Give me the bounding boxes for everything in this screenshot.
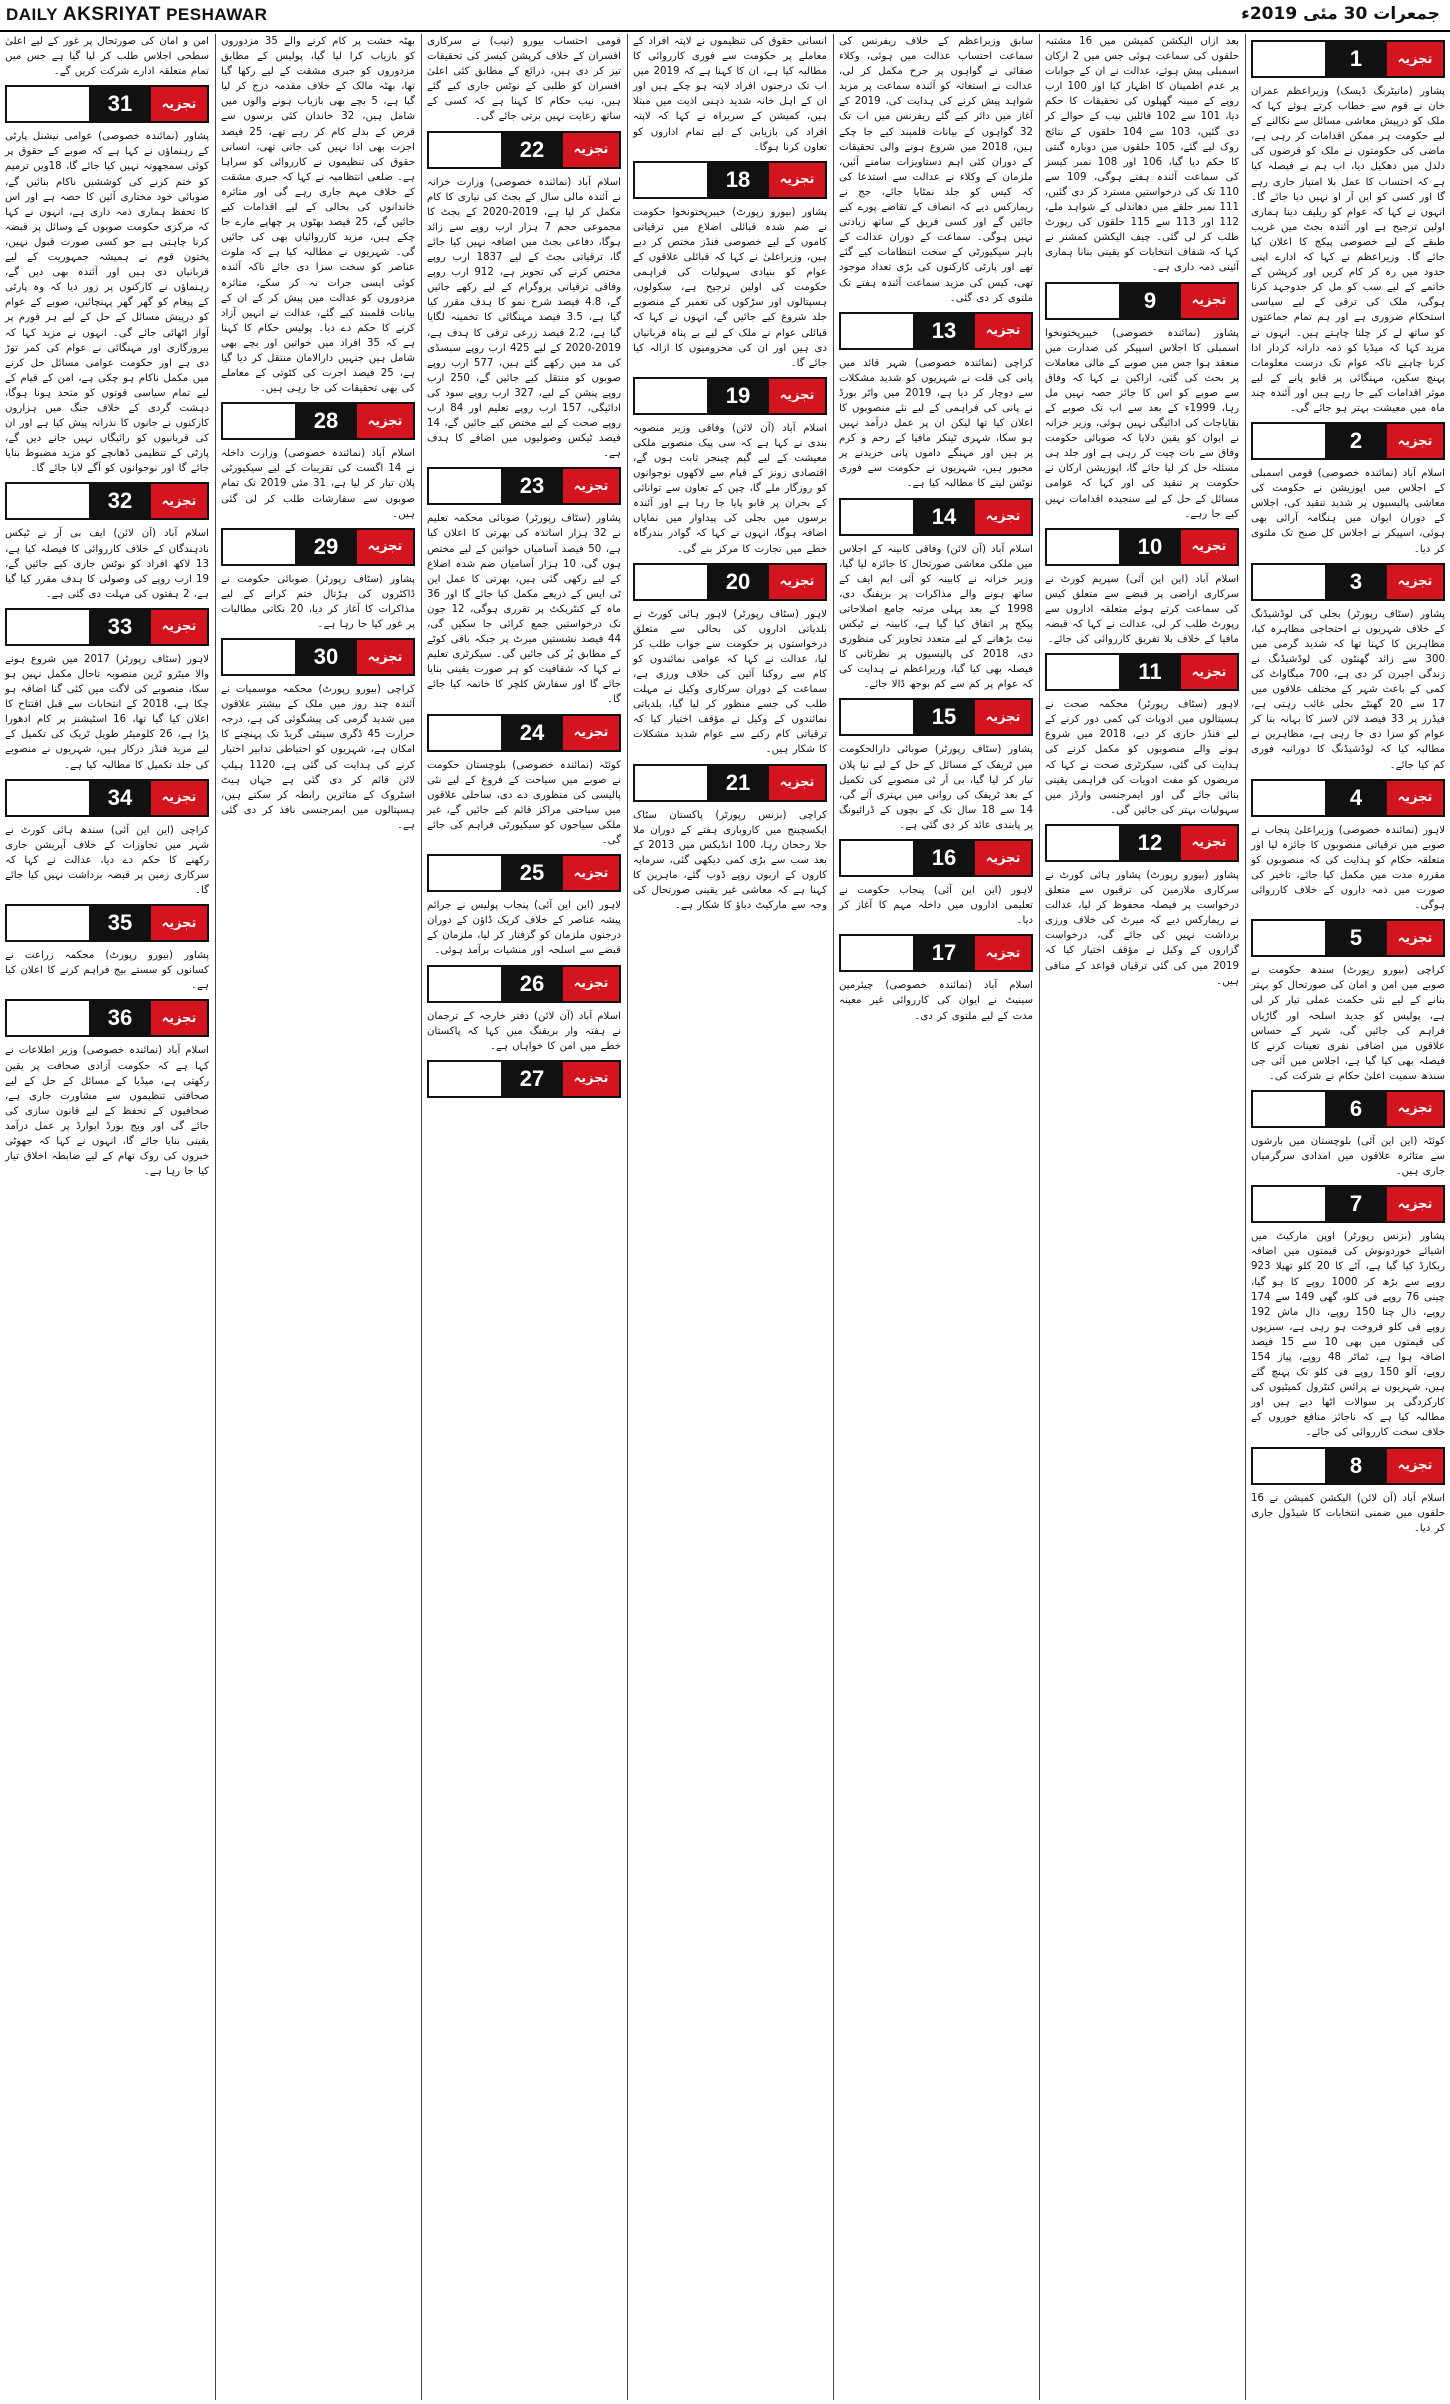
story-badge: [1251, 1185, 1445, 1223]
story-number: 15: [913, 700, 975, 734]
badge-spacer: [429, 856, 501, 890]
story-text: پشاور (سٹاف رپورٹر) صوبائی دارالحکومت میں ٹریفک کے مسائل کے حل کے لیے نیا پلان تیار کر لیا گیا، بی آر ٹی منصوبے کی تکمیل کے بعد ٹریفک کی روانی میں بہتری آئے گی، 14 سے 18 سال تک کے بچوں کے ڈرائیونگ پر پابندی عائد کر دی گئی ہے۔: [839, 744, 1033, 831]
badge-spacer: [223, 404, 295, 438]
story-badge: [5, 608, 209, 646]
badge-spacer: [7, 87, 89, 121]
story-number: 23: [501, 469, 563, 503]
story-text: لاہور (این این آئی) پنجاب حکومت نے تعلیمی اداروں میں داخلہ مہم کا آغاز کر دیا۔: [839, 885, 1033, 927]
story-text: بعد ازاں الیکشن کمیشن میں 16 مشتبہ حلقوں کی سماعت ہوئی جس میں 2 ارکان اسمبلی پیش ہوئے، عدالت نے ان کے جوابات پر عدم اطمینان کا اظہار کیا اور 100 ارب روپے کے مبینہ گھپلوں کی تحقیقات کا حکم دیا، 101 سے 102 فائلیں نیب کے حوالے کر دی گئیں، 103 سے 104 حلقوں کے نتائج روک لیے گئے، 105 حلقوں میں دوبارہ گنتی کا حکم دیا گیا، 106 اور 108 نمبر کیسز کی سماعت آئندہ ہفتے ہوگی، 109 سے 110 تک کی درخواستیں مسترد کر دی گئیں، 111 نمبر حلقے میں دھاندلی کے شواہد ملے، 112 اور 113 سے 115 حلقوں کی رپورٹ طلب کر لی گئی۔ چیف الیکشن کمشنر نے کہا کہ شفاف انتخابات کو یقینی بنانا ہماری آئینی ذمہ داری ہے۔: [1045, 36, 1240, 274]
story-label: تجزیہ: [151, 610, 207, 644]
story-number: 5: [1325, 921, 1387, 955]
story-label: تجزیہ: [151, 1001, 207, 1035]
story-text: انسانی حقوق کی تنظیموں نے لاپتہ افراد کے معاملے پر حکومت سے فوری کارروائی کا مطالبہ کیا ہے، ان کا کہنا ہے کہ 2019 میں اب تک درجنوں افراد لاپتہ ہو چکے ہیں اور ان کے اہل خانہ شدید ذہنی اذیت میں مبتلا ہیں، کمیشن کے سربراہ نے کہا کہ لاپتہ افراد کی بازیابی کے لیے تمام اداروں کو تعاون کرنا ہوگا۔: [633, 36, 827, 153]
badge-spacer: [1253, 424, 1325, 458]
story-text: پشاور (سٹاف رپورٹر) صوبائی محکمہ تعلیم نے 32 ہزار اساتذہ کی بھرتی کا اعلان کیا ہے، 50 فیصد آسامیاں خواتین کے لیے مختص ہوں گی، 10 ہزار آسامیاں ضم شدہ اضلاع کے لیے رکھی گئی ہیں، بھرتی کا عمل این ٹی ایس کے ذریعے مکمل کیا جائے گا اور 36 ماہ کے کنٹریکٹ پر تقرری ہوگی، 12 جون تک درخواستیں جمع کرائی جا سکیں گی، 44 فیصد نشستیں میرٹ پر جبکہ باقی کوٹے کے مطابق پُر کی جائیں گی۔ سیکرٹری تعلیم نے کہا کہ شفافیت کو ہر صورت یقینی بنایا جائے گا اور سفارش کلچر کا خاتمہ کیا جائے گا۔: [427, 513, 622, 706]
story-text: کراچی (نمائندہ خصوصی) شہر قائد میں پانی کی قلت نے شہریوں کو شدید مشکلات سے دوچار کر دیا ہے، 2019 میں واٹر بورڈ نے پانی کی فراہمی کے لیے نئے منصوبوں کا اعلان کیا تھا لیکن ان پر عمل درآمد نہیں ہو سکا، شہری ٹینکر مافیا کے رحم و کرم پر ہیں اور مہنگے داموں پانی خریدنے پر مجبور ہیں، شہریوں نے حکومت سے فوری نوٹس لینے کا مطالبہ کیا ہے۔: [839, 357, 1034, 490]
story-label: تجزیہ: [151, 87, 207, 121]
story-text: کوئٹہ (این این آئی) بلوچستان میں بارشوں سے متاثرہ علاقوں میں امدادی سرگرمیاں جاری ہیں۔: [1251, 1135, 1445, 1178]
story-text: اسلام آباد (آن لائن) وفاقی کابینہ کے اجلاس میں ملکی معاشی صورتحال کا جائزہ لیا گیا، وزیر خزانہ نے کابینہ کو آئی ایم ایف کے ساتھ ہونے والے مذاکرات پر بریفنگ دی، 1998 کے بعد پہلی مرتبہ جامع اصلاحاتی پیکج پر اتفاق کیا گیا ہے، کابینہ نے ٹیکس نیٹ بڑھانے کے لیے متعدد تجاویز کی منظوری دی، 2018 کی پالیسیوں پر نظرثانی کا فیصلہ بھی کیا گیا، وزیراعظم نے ہدایت کی کہ عوام پر کم سے کم بوجھ ڈالا جائے۔: [839, 543, 1033, 691]
story-label: تجزیہ: [769, 379, 825, 413]
story-badge: [427, 467, 621, 505]
badge-spacer: [1047, 826, 1119, 860]
story-number: 36: [89, 1001, 151, 1035]
badge-spacer: [7, 484, 89, 518]
story-number: 7: [1325, 1187, 1387, 1221]
story-text: پشاور (سٹاف رپورٹر) صوبائی حکومت نے ڈاکٹروں کی ہڑتال ختم کرانے کے لیے مذاکرات کا آغاز کر دیا، 20 نکاتی مطالبات پر غور کیا جا رہا ہے۔: [221, 573, 415, 630]
story-number: 16: [913, 841, 975, 875]
story-label: تجزیہ: [975, 314, 1031, 348]
story-number: 1: [1325, 42, 1387, 76]
story-badge: [1251, 563, 1445, 601]
story-text: اسلام آباد (نمائندہ خصوصی) قومی اسمبلی کے اجلاس میں اپوزیشن نے حکومت کی معاشی پالیسیوں پر شدید تنقید کی، اجلاس کے دوران ایوان میں ہنگامہ آرائی بھی ہوئی، اسپیکر نے اجلاس کل صبح تک ملتوی کر دیا۔: [1251, 468, 1445, 555]
story-label: تجزیہ: [357, 404, 413, 438]
story-label: تجزیہ: [563, 1062, 619, 1096]
story-text: اسلام آباد (آن لائن) الیکشن کمیشن نے 16 حلقوں میں ضمنی انتخابات کا شیڈول جاری کر دیا۔: [1251, 1492, 1445, 1534]
story-badge: [1045, 282, 1239, 320]
story-badge: [839, 498, 1033, 536]
story-text: اسلام آباد (آن لائن) وفاقی وزیر منصوبہ بندی نے کہا ہے کہ سی پیک منصوبے ملکی معیشت کے لیے گیم چینجر ثابت ہوں گے، اقتصادی زونز کے قیام سے لاکھوں نوجوانوں کو روزگار ملے گا، چین کے تعاون سے توانائی کے بحران پر قابو پایا جا رہا ہے اور آئندہ برسوں میں بجلی کی پیداوار میں نمایاں اضافہ ہوگا، انہوں نے کہا کہ گوادر بندرگاہ خطے میں تجارت کا مرکز بنے گی۔: [633, 422, 827, 555]
story-text: اسلام آباد (آن لائن) ایف بی آر نے ٹیکس نادہندگان کے خلاف کارروائی کا فیصلہ کیا ہے، 13 لاکھ افراد کو نوٹس جاری کیے جائیں گے، 19 ارب روپے کی وصولی کا ہدف مقرر کیا گیا ہے، 2 ہفتوں کی مہلت دی گئی ہے۔: [5, 528, 209, 600]
story-badge: [427, 965, 621, 1003]
story-number: 25: [501, 856, 563, 890]
story-number: 24: [501, 716, 563, 750]
story-label: تجزیہ: [975, 936, 1031, 970]
badge-spacer: [635, 565, 707, 599]
story-label: تجزیہ: [975, 500, 1031, 534]
story-text: اسلام آباد (آن لائن) دفتر خارجہ کے ترجمان نے ہفتہ وار بریفنگ میں کہا کہ پاکستان خطے میں امن کا خواہاں ہے۔: [427, 1010, 621, 1052]
story-number: 21: [707, 766, 769, 800]
badge-spacer: [841, 700, 913, 734]
story-text: اسلام آباد (نمائندہ خصوصی) وزارت داخلہ نے 14 اگست کی تقریبات کے لیے سیکیورٹی پلان تیار کر لیا ہے، 31 مئی 2019 تک تمام صوبوں سے سفارشات طلب کر لی گئی ہیں۔: [221, 448, 416, 520]
masthead-city: PESHAWAR: [166, 5, 268, 24]
story-text: کراچی (بیورو رپورٹ) محکمہ موسمیات نے آئندہ چند روز میں ملک کے بیشتر علاقوں میں شدید گرمی کی پیشگوئی کی ہے، درجہ حرارت 45 ڈگری سینٹی گریڈ تک پہنچنے کا امکان ہے، شہریوں کو احتیاطی تدابیر اختیار کرنے کی ہدایت کی گئی ہے، 1120 ہیلپ لائن قائم کر دی گئی ہے جہاں ہیٹ اسٹروک کے متاثرین رابطہ کر سکتے ہیں، ہسپتالوں میں ایمرجنسی نافذ کر دی گئی ہے۔: [221, 684, 415, 831]
column-divider: [1039, 34, 1040, 2400]
badge-spacer: [1253, 1092, 1325, 1126]
story-number: 31: [89, 87, 151, 121]
story-label: تجزیہ: [975, 700, 1031, 734]
story-badge: [633, 563, 827, 601]
badge-spacer: [7, 906, 89, 940]
badge-spacer: [429, 133, 501, 167]
story-badge: [839, 312, 1033, 350]
story-number: 4: [1325, 781, 1387, 815]
story-label: تجزیہ: [357, 530, 413, 564]
story-text: اسلام آباد (نمائندہ خصوصی) وزارت خزانہ نے آئندہ مالی سال کے بجٹ کی تیاری کا کام مکمل کر لیا ہے، 2019-2020 کے بجٹ کا مجموعی حجم 7 ہزار ارب روپے سے زائد ہوگا، دفاعی بجٹ میں اضافہ نہیں کیا جائے گا، ترقیاتی بجٹ کے لیے 1837 ارب روپے مختص کرنے کی تجویز ہے، 912 ارب روپے وفاقی ترقیاتی پروگرام کے لیے رکھے جائیں گے، 4.8 فیصد شرح نمو کا ہدف مقرر کیا گیا ہے، 3.5 فیصد مہنگائی کا تخمینہ لگایا گیا ہے، 2.2 فیصد زرعی ترقی کا ہدف ہے، 2019-2020 کے لیے 425 ارب روپے سبسڈی کی مد میں رکھے گئے ہیں، 577 ارب روپے صوبوں کو منتقل کیے جائیں گے، 250 ارب روپے پنشن کے لیے، 327 ارب روپے سود کی ادائیگی، 157 ارب روپے تعلیم اور 84 ارب روپے صحت کے لیے مختص کیے جائیں گے، 14 فیصد ٹیکس وصولیوں میں اضافے کا ہدف ہے۔: [427, 176, 622, 460]
story-text: لاہور (سٹاف رپورٹر) محکمہ صحت نے ہسپتالوں میں ادویات کی کمی دور کرنے کے لیے فنڈز جاری کر دیے، 2018 میں شروع ہونے والے منصوبوں کو مکمل کرنے کی ہدایت کی گئی، سیکرٹری صحت نے کہا کہ مریضوں کو مفت ادویات کی فراہمی یقینی بنائی جائے گی اور ایمرجنسی وارڈز میں سہولیات بہتر کی جائیں گی۔: [1045, 699, 1240, 816]
story-label: تجزیہ: [1387, 781, 1443, 815]
column-divider: [833, 34, 834, 2400]
story-label: تجزیہ: [1181, 655, 1237, 689]
story-text: امن و امان کی صورتحال پر غور کے لیے اعلیٰ سطحی اجلاس طلب کر لیا گیا ہے جس میں تمام متعلقہ ادارے شرکت کریں گے۔: [5, 36, 209, 78]
story-text: پشاور (بیورو رپورٹ) پشاور ہائی کورٹ نے سرکاری ملازمین کی ترقیوں سے متعلق درخواست پر فیصلہ محفوظ کر لیا، عدالت نے ریمارکس دیے کہ میرٹ کی خلاف ورزی برداشت نہیں کی جائے گی، درخواست گزاروں کے وکیل نے مؤقف اختیار کیا کہ 2019 میں کی گئی ترقیاں قواعد کے منافی ہیں۔: [1045, 869, 1239, 987]
story-number: 22: [501, 133, 563, 167]
badge-spacer: [1253, 565, 1325, 599]
story-number: 2: [1325, 424, 1387, 458]
story-badge: [1045, 824, 1239, 862]
story-text: لاہور (سٹاف رپورٹر) 2017 میں شروع ہونے والا میٹرو ٹرین منصوبہ تاحال مکمل نہیں ہو سکا، منصوبے کی لاگت میں کئی گنا اضافہ ہو چکا ہے، 2018 کے انتخابات سے قبل افتتاح کا اعلان کیا گیا تھا، 16 اسٹیشنز پر کام ادھورا پڑا ہے، 26 کلومیٹر طویل ٹریک کی تکمیل کے لیے مزید فنڈز درکار ہیں، شہریوں نے منصوبے کی جلد تکمیل کا مطالبہ کیا ہے۔: [5, 653, 209, 771]
story-label: تجزیہ: [563, 716, 619, 750]
story-text: پشاور (بزنس رپورٹر) اوپن مارکیٹ میں اشیائے خوردونوش کی قیمتوں میں اضافہ ریکارڈ کیا گیا ہے، آٹے کا 20 کلو تھیلا 923 روپے سے بڑھ کر 1000 روپے کا ہو گیا، چینی 76 روپے فی کلو، گھی 149 سے 174 روپے، دال چنا 150 روپے، دال ماش 192 روپے فی کلو فروخت ہو رہی ہے، سبزیوں کی قیمتوں میں بھی 10 سے 15 فیصد اضافہ ہوا ہے، ٹماٹر 48 روپے، پیاز 154 روپے، آلو 150 روپے فی کلو تک پہنچ گئے ہیں، شہریوں نے پرائس کنٹرول کمیٹیوں کی کارکردگی پر سوالات اٹھا دیے ہیں اور مطالبہ کیا ہے کہ ناجائز منافع خوروں کے خلاف سخت کارروائی کی جائے۔: [1251, 1231, 1446, 1439]
story-label: تجزیہ: [151, 781, 207, 815]
badge-spacer: [223, 640, 295, 674]
story-number: 35: [89, 906, 151, 940]
story-badge: [5, 85, 209, 123]
story-text: لاہور (این این آئی) پنجاب پولیس نے جرائم پیشہ عناصر کے خلاف کریک ڈاؤن کے دوران درجنوں ملزمان کو گرفتار کر لیا، ملزمان کے قبضے سے اسلحہ اور منشیات برآمد ہوئی۔: [427, 900, 621, 957]
story-label: تجزیہ: [1387, 921, 1443, 955]
column-divider: [627, 34, 628, 2400]
story-number: 34: [89, 781, 151, 815]
story-text: اسلام آباد (نمائندہ خصوصی) چیئرمین سینیٹ نے ایوان کی کارروائی غیر معینہ مدت کے لیے ملتوی کر دی۔: [839, 980, 1033, 1022]
badge-spacer: [1047, 655, 1119, 689]
story-text: اسلام آباد (این این آئی) سپریم کورٹ نے سرکاری اراضی پر قبضے سے متعلق کیس کی سماعت کرتے ہوئے متعلقہ اداروں سے رپورٹ طلب کر لی، عدالت نے کہا کہ قبضہ مافیا کے خلاف بلا تفریق کارروائی کی جائے۔: [1045, 573, 1239, 646]
masthead: [6, 4, 267, 26]
column-1: [1246, 34, 1450, 2400]
story-badge: [221, 528, 415, 566]
story-label: تجزیہ: [769, 565, 825, 599]
story-label: تجزیہ: [1387, 1187, 1443, 1221]
badge-spacer: [429, 967, 501, 1001]
story-badge: [427, 854, 621, 892]
column-4: [628, 34, 832, 2400]
story-text: کراچی (این این آئی) سندھ ہائی کورٹ نے شہر میں تجاوزات کے خلاف آپریشن جاری رکھنے کا حکم دے دیا، عدالت نے کہا کہ سرکاری زمین پر قبضہ برداشت نہیں کیا جائے گا۔: [5, 824, 209, 897]
column-3: [834, 34, 1038, 2400]
badge-spacer: [1253, 781, 1325, 815]
story-label: تجزیہ: [563, 856, 619, 890]
badge-spacer: [841, 841, 913, 875]
story-label: تجزیہ: [1387, 424, 1443, 458]
badge-spacer: [429, 716, 501, 750]
story-badge: [633, 764, 827, 802]
badge-spacer: [841, 314, 913, 348]
story-number: 11: [1119, 655, 1181, 689]
story-text: پشاور (بیورو رپورٹ) محکمہ زراعت نے کسانوں کو سستے بیج فراہم کرنے کا اعلان کیا ہے۔: [5, 950, 209, 992]
story-badge: [1251, 422, 1445, 460]
story-badge: [1045, 653, 1239, 691]
story-number: 20: [707, 565, 769, 599]
story-badge: [633, 377, 827, 415]
badge-spacer: [635, 379, 707, 413]
story-text: اسلام آباد (نمائندہ خصوصی) وزیر اطلاعات نے کہا ہے کہ حکومت آزادی صحافت پر یقین رکھتی ہے، میڈیا کے مسائل کے حل کے لیے صحافتی تنظیموں سے مشاورت جاری ہے، صحافیوں کے تحفظ کے لیے قانون سازی کی جائے گی اور ویج بورڈ ایوارڈ پر عمل درآمد یقینی بنایا جائے گا، انہوں نے کہا کہ جھوٹی خبروں کی روک تھام کے لیے ضابطہ اخلاق تیار کیا جا رہا ہے۔: [5, 1045, 209, 1178]
story-badge: [5, 904, 209, 942]
story-number: 32: [89, 484, 151, 518]
badge-spacer: [7, 610, 89, 644]
story-label: تجزیہ: [151, 906, 207, 940]
column-divider: [1245, 34, 1246, 2400]
issue-date: جمعرات 30 مئی 2019ء: [1241, 4, 1440, 24]
story-badge: [839, 839, 1033, 877]
badge-spacer: [841, 500, 913, 534]
story-number: 9: [1119, 284, 1181, 318]
story-text: لاہور (سٹاف رپورٹر) لاہور ہائی کورٹ نے بلدیاتی اداروں کی بحالی سے متعلق درخواستوں پر حکومت سے جواب طلب کر لیا، عدالت نے کہا کہ عوامی نمائندوں کو کام سے روکنا آئین کی خلاف ورزی ہے، سماعت کے دوران سرکاری وکیل نے مہلت طلب کی جسے منظور کر لیا گیا، بلدیاتی نمائندوں کے وکیل نے مؤقف اختیار کیا کہ ترقیاتی کام رکنے سے عوام شدید مشکلات کا شکار ہیں۔: [633, 608, 827, 756]
story-number: 6: [1325, 1092, 1387, 1126]
story-label: تجزیہ: [563, 967, 619, 1001]
badge-spacer: [635, 766, 707, 800]
badge-spacer: [429, 469, 501, 503]
story-text: کراچی (بیورو رپورٹ) سندھ حکومت نے صوبے میں امن و امان کی صورتحال کو بہتر بنانے کے لیے نئی حکمت عملی تیار کر لی ہے، پولیس کو جدید اسلحہ اور گاڑیاں فراہم کی جائیں گی، شہر کے حساس علاقوں میں اضافی نفری تعینات کرنے کا فیصلہ بھی کیا گیا ہے، اجلاس میں آئی جی سندھ سمیت اعلیٰ حکام نے شرکت کی۔: [1251, 965, 1445, 1082]
story-number: 3: [1325, 565, 1387, 599]
story-text: قومی احتساب بیورو (نیب) نے سرکاری افسران کے خلاف کرپشن کیسز کی تحقیقات تیز کر دی ہیں، ذرائع کے مطابق کئی اعلیٰ افسران کو طلبی کے نوٹس جاری کیے گئے ہیں، نیب حکام کا کہنا ہے کہ کسی کے ساتھ رعایت نہیں برتی جائے گی۔: [427, 36, 621, 123]
story-badge: [633, 161, 827, 199]
story-label: تجزیہ: [1387, 565, 1443, 599]
story-number: 14: [913, 500, 975, 534]
story-badge: [1251, 1447, 1445, 1485]
story-number: 8: [1325, 1449, 1387, 1483]
badge-spacer: [429, 1062, 501, 1096]
story-badge: [5, 999, 209, 1037]
column-5: [422, 34, 626, 2400]
story-number: 29: [295, 530, 357, 564]
story-label: تجزیہ: [1387, 1449, 1443, 1483]
badge-spacer: [1253, 42, 1325, 76]
story-text: پشاور (بیورو رپورٹ) خیبرپختونخوا حکومت نے ضم شدہ قبائلی اضلاع میں ترقیاتی کاموں کے لیے خصوصی فنڈز مختص کر دیے ہیں، وزیراعلیٰ نے کہا کہ قبائلی علاقوں کے عوام کو بنیادی سہولیات کی فراہمی حکومت کی اولین ترجیح ہے، سکولوں، ہسپتالوں اور سڑکوں کی تعمیر کے منصوبے جلد شروع کیے جائیں گے، انہوں نے کہا کہ قبائلی عوام نے ملک کے لیے بے پناہ قربانیاں دی ہیں اور ان کی محرومیوں کا ازالہ کیا جائے گا۔: [633, 206, 827, 369]
column-6: [216, 34, 420, 2400]
story-badge: [427, 131, 621, 169]
column-2: [1040, 34, 1244, 2400]
story-badge: [427, 714, 621, 752]
story-number: 30: [295, 640, 357, 674]
story-label: تجزیہ: [1387, 1092, 1443, 1126]
story-number: 17: [913, 936, 975, 970]
story-number: 13: [913, 314, 975, 348]
story-number: 12: [1119, 826, 1181, 860]
badge-spacer: [841, 936, 913, 970]
story-label: تجزیہ: [151, 484, 207, 518]
story-label: تجزیہ: [975, 841, 1031, 875]
story-text: سابق وزیراعظم کے خلاف ریفرنس کی سماعت احتساب عدالت میں ہوئی، وکلاء صفائی نے گواہوں پر جرح مکمل کر لی، عدالت نے استغاثہ کو آئندہ سماعت پر مزید شواہد پیش کرنے کی ہدایت کی، 2019 کے آغاز میں دائر کیے گئے ریفرنس میں اب تک 32 گواہوں کے بیانات قلمبند کیے جا چکے ہیں، 2018 میں شروع ہونے والی تحقیقات کے دوران کئی اہم دستاویزات سامنے آئیں، ملزمان کے وکلاء نے عدالت سے استدعا کی کہ کیس کو جلد نمٹایا جائے، جج نے ریمارکس دیے کہ انصاف کے تقاضے پورے کیے جائیں گے اور کسی فریق کے ساتھ زیادتی نہیں ہوگی۔ سماعت کے دوران عدالت کے باہر سیکیورٹی کے سخت انتظامات کیے گئے تھے اور پارٹی کارکنوں کی بڑی تعداد موجود تھی، کیس کی مزید سماعت آئندہ ہفتے تک ملتوی کر دی گئی۔: [839, 36, 1033, 304]
story-label: تجزیہ: [357, 640, 413, 674]
story-badge: [221, 638, 415, 676]
badge-spacer: [1253, 1187, 1325, 1221]
story-badge: [427, 1060, 621, 1098]
story-number: 27: [501, 1062, 563, 1096]
badge-spacer: [223, 530, 295, 564]
story-label: تجزیہ: [1181, 826, 1237, 860]
badge-spacer: [1253, 1449, 1325, 1483]
story-number: 26: [501, 967, 563, 1001]
story-number: 19: [707, 379, 769, 413]
badge-spacer: [1047, 530, 1119, 564]
masthead-daily: DAILY: [6, 5, 58, 24]
badge-spacer: [7, 1001, 89, 1035]
column-divider: [215, 34, 216, 2400]
story-text: بھٹہ خشت پر کام کرنے والے 35 مزدوروں کو بازیاب کرا لیا گیا، پولیس کے مطابق مزدوروں کو جبری مشقت کے لیے رکھا گیا تھا، بھٹہ مالک کے خلاف مقدمہ درج کر لیا گیا ہے، 5 بچے بھی بازیاب ہونے والوں میں شامل ہیں، 32 خاندان کئی برسوں سے قرض کے بدلے کام کر رہے تھے، 25 فیصد اجرت بھی ادا نہیں کی جاتی تھی، انسانی حقوق کی تنظیموں نے کارروائی کو سراہا ہے۔ ضلعی انتظامیہ نے کہا کہ جبری مشقت کے خلاف مہم جاری رہے گی اور متاثرہ خاندانوں کی بحالی کے لیے اقدامات کیے جائیں گے، 25 فیصد بھٹوں پر چھاپے مارے جا چکے ہیں، مزید کارروائیاں بھی کی جائیں گی۔ شہریوں نے مطالبہ کیا ہے کہ ملوث عناصر کو سخت سزا دی جائے تاکہ آئندہ کوئی ایسی جرات نہ کر سکے، متاثرہ مزدوروں کو عدالت میں پیش کر کے ان کے بیانات قلمبند کیے گئے، عدالت نے انہیں آزاد کرنے کا حکم دے دیا۔ پولیس حکام کا کہنا ہے کہ 35 افراد میں خواتین اور بچے بھی شامل ہیں جنہیں دارالامان منتقل کر دیا گیا ہے، 25 فیصد اجرت کی کٹوتی کے معاملے کی بھی تحقیقات کی جا رہی ہیں۔: [221, 36, 416, 395]
story-text: کراچی (بزنس رپورٹر) پاکستان سٹاک ایکسچینج میں کاروباری ہفتے کے دوران ملا جلا رجحان رہا، 100 انڈیکس میں 2013 کے بعد سب سے بڑی کمی دیکھی گئی، سرمایہ کاروں کے اربوں روپے ڈوب گئے، ماہرین کا کہنا ہے کہ معاشی غیر یقینی صورتحال کی وجہ سے مارکیٹ دباؤ کا شکار ہے۔: [633, 809, 827, 912]
story-label: تجزیہ: [769, 766, 825, 800]
story-label: تجزیہ: [1181, 284, 1237, 318]
story-label: تجزیہ: [769, 163, 825, 197]
story-badge: [221, 402, 415, 440]
story-badge: [1251, 919, 1445, 957]
story-text: کوئٹہ (نمائندہ خصوصی) بلوچستان حکومت نے صوبے میں سیاحت کے فروغ کے لیے نئی پالیسی کی منظوری دے دی، ساحلی علاقوں میں سیاحتی مراکز قائم کیے جائیں گے، غیر ملکی سیاحوں کو سیکیورٹی فراہم کی جائے گی۔: [427, 759, 621, 847]
story-text: پشاور (مانیٹرنگ ڈیسک) وزیراعظم عمران خان نے قوم سے خطاب کرتے ہوئے کہا کہ ملک کو درپیش معاشی مسائل سے نکالنے کے لیے حکومت ہر ممکن اقدامات کر رہی ہے، ماضی کی حکومتوں نے ملک کو قرضوں کی دلدل میں دھکیل دیا، اب ہم نے فیصلہ کیا ہے کہ احتساب کا عمل بلا امتیاز جاری رہے گا اور کسی کو این آر او نہیں دیا جائے گا۔ انہوں نے کہا کہ عوام کو ریلیف دینا ہماری اولین ترجیح ہے اور آئندہ بجٹ میں غریب طبقے کے لیے خصوصی پیکج کا اعلان کیا جائے گا۔ وزیراعظم نے کہا کہ ادارے اپنی حدود میں رہ کر کام کریں اور کرپشن کے خاتمے کے لیے سب کو مل کر جدوجہد کرنا ہوگی، ملک کی ترقی کے لیے سیاسی استحکام ضروری ہے اور ہم تمام جماعتوں کو ساتھ لے کر چلنا چاہتے ہیں۔ انہوں نے مزید کہا کہ میڈیا کو ذمہ دارانہ کردار ادا کرنا چاہیے تاکہ عوام تک درست معلومات پہنچ سکیں، مہنگائی پر قابو پانے کے لیے موثر اقدامات کیے جا رہے ہیں اور آئندہ چند ماہ میں معیشت بہتر ہو جائے گی۔: [1251, 86, 1445, 414]
story-number: 10: [1119, 530, 1181, 564]
story-badge: [839, 934, 1033, 972]
story-badge: [1251, 40, 1445, 78]
story-badge: [1251, 779, 1445, 817]
story-label: تجزیہ: [1181, 530, 1237, 564]
story-badge: [5, 482, 209, 520]
story-label: تجزیہ: [1387, 42, 1443, 76]
column-7: [0, 34, 214, 2400]
story-text: پشاور (نمائندہ خصوصی) عوامی نیشنل پارٹی کے رہنماؤں نے کہا ہے کہ صوبے کے حقوق پر کوئی سمجھوتہ نہیں کیا جائے گا، 18ویں ترمیم کو ختم کرنے کی کوششیں ناکام بنائیں گے، صوبائی خود مختاری آئین کا حصہ ہے اور اس کا تحفظ ہماری ذمہ داری ہے، انہوں نے کہا کہ مرکزی حکومت صوبوں کے وسائل پر قبضہ کرنا چاہتی ہے جو کسی صورت قبول نہیں، پختون قوم نے ہمیشہ جمہوریت کے لیے قربانیاں دی ہیں اور آئندہ بھی دیں گے، رہنماؤں نے کارکنوں پر زور دیا کہ وہ پارٹی کے پیغام کو گھر گھر پہنچائیں، صوبے کے عوام کو درپیش مسائل کے حل کے لیے ہر فورم پر آواز اٹھائی جائے گی۔ انہوں نے مزید کہا کہ بیروزگاری اور مہنگائی نے عوام کی کمر توڑ دی ہے اور حکومت عوامی مسائل حل کرنے میں مکمل ناکام ہو چکی ہے، امن کے قیام کے لیے تمام سیاسی قوتوں کو متحد ہونا ہوگا، دہشت گردی کے خلاف جنگ میں ہزاروں کارکنوں نے جانوں کا نذرانہ پیش کیا ہے اور ان کی قربانیوں کو رائیگاں نہیں جانے دیں گے، پارٹی کے تنظیمی ڈھانچے کو مزید مضبوط بنایا جائے گا اور نوجوانوں کو آگے لایا جائے گا۔: [5, 131, 209, 475]
story-badge: [5, 779, 209, 817]
badge-spacer: [1047, 284, 1119, 318]
column-divider: [421, 34, 422, 2400]
story-badge: [1045, 528, 1239, 566]
story-number: 33: [89, 610, 151, 644]
story-badge: [1251, 1090, 1445, 1128]
badge-spacer: [635, 163, 707, 197]
story-label: تجزیہ: [563, 469, 619, 503]
story-number: 28: [295, 404, 357, 438]
badge-spacer: [7, 781, 89, 815]
badge-spacer: [1253, 921, 1325, 955]
story-badge: [839, 698, 1033, 736]
story-text: پشاور (سٹاف رپورٹر) بجلی کی لوڈشیڈنگ کے خلاف شہریوں نے احتجاجی مظاہرہ کیا، مظاہرین کا کہنا تھا کہ شدید گرمی میں 300 سے زائد گھنٹوں کی لوڈشیڈنگ نے زندگی اجیرن کر دی ہے، 700 میگاواٹ کی کمی کے باعث شہر کے مختلف علاقوں میں 17 سے 20 گھنٹے بجلی غائب رہتی ہے، فیڈرز پر 33 فیصد لائن لاسز کا بہانہ بنا کر عوام کو سزا دی جا رہی ہے، مظاہرین نے مطالبہ کیا کہ لوڈشیڈنگ کا دورانیہ فوری کم کیا جائے۔: [1251, 608, 1446, 771]
story-text: پشاور (نمائندہ خصوصی) خیبرپختونخوا اسمبلی کا اجلاس اسپیکر کی صدارت میں منعقد ہوا جس میں صوبے کے مالی معاملات پر بحث کی گئی، اراکین نے کہا کہ وفاق سے صوبے کو اس کا جائز حصہ نہیں مل رہا، 1999ء کے بعد سے اب تک صوبے کے بقایاجات کی ادائیگی نہیں ہوئی، وزیر خزانہ نے ایوان کو یقین دلایا کہ صوبائی حکومت وفاق سے بات چیت کر رہی ہے اور جلد ہی مسئلہ حل کر لیا جائے گا، اپوزیشن ارکان نے حکومت پر تنقید کی اور کہا کہ عوامی مسائل کے حل کے لیے سنجیدہ اقدامات نہیں کیے جا رہے۔: [1045, 327, 1239, 520]
masthead-name: AKSRIYAT: [62, 4, 161, 25]
story-number: 18: [707, 163, 769, 197]
story-text: لاہور (نمائندہ خصوصی) وزیراعلیٰ پنجاب نے صوبے میں ترقیاتی منصوبوں کا جائزہ لیا اور متعلقہ حکام کو ہدایت کی کہ منصوبوں کو مقررہ مدت میں مکمل کیا جائے، تاخیر کی صورت میں ذمہ داروں کے خلاف کارروائی ہوگی۔: [1251, 824, 1445, 912]
page-header: [0, 0, 1450, 32]
story-label: تجزیہ: [563, 133, 619, 167]
